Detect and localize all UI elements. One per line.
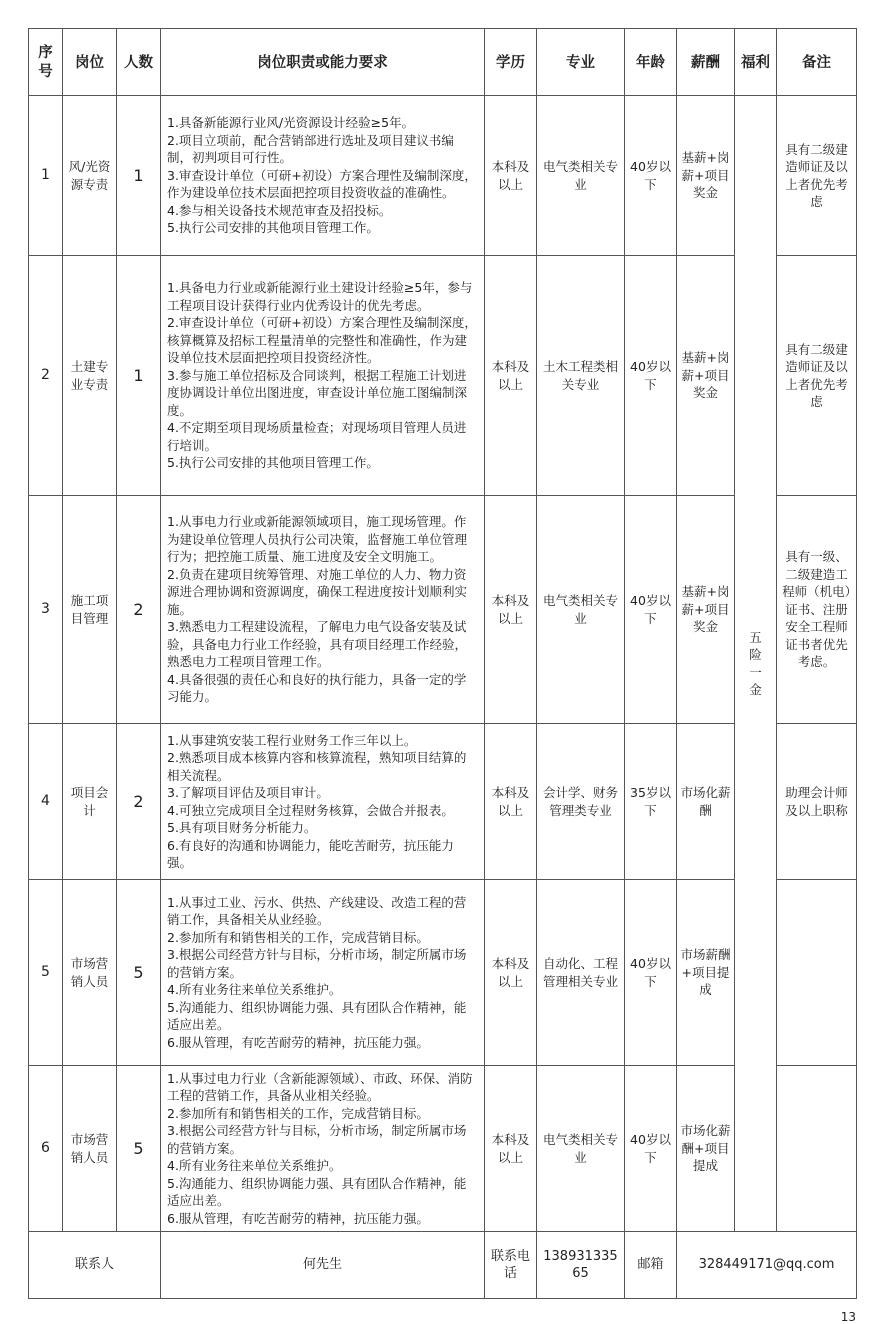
duty-line: 6.服从管理，有吃苦耐劳的精神，抗压能力强。: [167, 1034, 429, 1050]
duty-line: 6.服从管理，有吃苦耐劳的精神，抗压能力强。: [167, 1210, 429, 1226]
row-seq: 5: [29, 880, 63, 1066]
row-duty: [161, 256, 485, 496]
duty-line: 3.审查设计单位（可研+初设）方案合理性及编制深度，作为建设单位技术层面把控项目投资收益的准确性。: [167, 167, 477, 201]
duty-line: 1.具备新能源行业风/光资源设计经验≥5年。: [167, 115, 415, 131]
row-count: 2: [117, 496, 161, 724]
duty-line: 3.根据公司经营方针与目标，分析市场，制定所属市场的营销方案。: [167, 1123, 467, 1156]
duty-line: 5.执行公司安排的其他项目管理工作。: [167, 455, 379, 471]
row-count: 5: [117, 880, 161, 1066]
header-major: 专业: [537, 29, 625, 96]
header-age: 年龄: [625, 29, 677, 96]
row-duty: [161, 496, 485, 724]
table-row: [29, 256, 857, 496]
duty-line: 2.负责在建项目统筹管理、对施工单位的人力、物力资源进合理协调和资源调度，确保工程进度按计划顺利实施。: [167, 566, 468, 617]
duty-line: 2.熟悉项目成本核算内容和核算流程，熟知项目结算的相关流程。: [167, 750, 467, 783]
duty-line: 1.从事过电力行业（含新能源领域）、市政、环保、消防工程的营销工作，具备从业相关经验。: [167, 1070, 473, 1104]
row-seq: 2: [29, 256, 63, 496]
row-seq: 4: [29, 724, 63, 880]
header-seq: 序号: [29, 29, 63, 96]
row-age: 40岁以下: [625, 496, 677, 724]
row-edu: 本科及以上: [485, 496, 537, 724]
row-salary: 市场化薪酬+项目提成: [677, 1066, 735, 1232]
row-post: 施工项目管理: [63, 496, 117, 724]
recruitment-table: [28, 28, 857, 1299]
row-major: 电气类相关专业: [537, 96, 625, 256]
row-edu: 本科及以上: [485, 96, 537, 256]
contact-row: [29, 1232, 857, 1299]
email-value: 328449171@qq.com: [677, 1232, 857, 1299]
phone-value: 13893133565: [537, 1232, 625, 1299]
row-age: 40岁以下: [625, 256, 677, 496]
duty-line: 5.执行公司安排的其他项目管理工作。: [167, 220, 379, 236]
duty-line: 4.所有业务往来单位关系维护。: [167, 1158, 342, 1174]
row-post: 市场营销人员: [63, 1066, 117, 1232]
table-row: [29, 1066, 857, 1232]
duty-line: 4.具备很强的责任心和良好的执行能力，具备一定的学习能力。: [167, 671, 467, 705]
row-major: 会计学、财务管理类专业: [537, 724, 625, 880]
duty-line: 3.熟悉电力工程建设流程，了解电力电气设备安装及试验，具备电力行业工作经验，具有项目经理工作经验，熟悉电力工程项目管理工作。: [167, 619, 468, 670]
row-duty: [161, 724, 485, 880]
header-salary: 薪酬: [677, 29, 735, 96]
duty-line: 4.参与相关设备技术规范审查及招投标。: [167, 202, 392, 218]
row-note: [777, 1066, 857, 1232]
row-count: 5: [117, 1066, 161, 1232]
row-count: 1: [117, 96, 161, 256]
row-major: 电气类相关专业: [537, 1066, 625, 1232]
duty-line: 1.从事建筑安装工程行业财务工作三年以上。: [167, 732, 417, 748]
row-note: 具有二级建造师证及以上者优先考虑: [777, 256, 857, 496]
duty-line: 5.具有项目财务分析能力。: [167, 820, 317, 835]
header-note: 备注: [777, 29, 857, 96]
contact-value: 何先生: [161, 1232, 485, 1299]
duty-line: 4.所有业务往来单位关系维护。: [167, 982, 342, 998]
row-age: 40岁以下: [625, 880, 677, 1066]
row-edu: 本科及以上: [485, 880, 537, 1066]
header-post: 岗位: [63, 29, 117, 96]
header-welfare: 福利: [735, 29, 777, 96]
row-salary: 基薪+岗薪+项目奖金: [677, 256, 735, 496]
table-row: [29, 880, 857, 1066]
row-edu: 本科及以上: [485, 256, 537, 496]
row-count: 2: [117, 724, 161, 880]
row-seq: 3: [29, 496, 63, 724]
duty-line: 2.参加所有和销售相关的工作，完成营销目标。: [167, 1105, 429, 1121]
row-major: 土木工程类相关专业: [537, 256, 625, 496]
duty-line: 3.根据公司经营方针与目标，分析市场，制定所属市场的营销方案。: [167, 947, 467, 980]
row-age: 40岁以下: [625, 1066, 677, 1232]
page-number: 13: [840, 1310, 856, 1324]
row-age: 35岁以下: [625, 724, 677, 880]
row-count: 1: [117, 256, 161, 496]
phone-label: 联系电话: [485, 1232, 537, 1299]
duty-line: 1.具备电力行业或新能源行业土建设计经验≥5年，参与工程项目设计获得行业内优秀设计的优先考虑。: [167, 280, 473, 313]
header-duty: 岗位职责或能力要求: [161, 29, 485, 96]
table-row: [29, 724, 857, 880]
row-duty: [161, 880, 485, 1066]
header-count: 人数: [117, 29, 161, 96]
row-seq: 6: [29, 1066, 63, 1232]
row-duty: [161, 96, 485, 256]
row-edu: 本科及以上: [485, 724, 537, 880]
duty-line: 5.沟通能力、组织协调能力强、具有团队合作精神，能适应出差。: [167, 1175, 467, 1209]
row-note: 具有二级建造师证及以上者优先考虑: [777, 96, 857, 256]
duty-line: 4.可独立完成项目全过程财务核算，会做合并报表。: [167, 802, 454, 818]
row-salary: 基薪+岗薪+项目奖金: [677, 96, 735, 256]
welfare-cell: 五险一金: [735, 96, 777, 1232]
table-body: [29, 96, 857, 1299]
row-post: 项目会计: [63, 724, 117, 880]
row-edu: 本科及以上: [485, 1066, 537, 1232]
row-post: 市场营销人员: [63, 880, 117, 1066]
table-row: [29, 96, 857, 256]
row-note: 助理会计师及以上职称: [777, 724, 857, 880]
header-edu: 学历: [485, 29, 537, 96]
row-note: 具有一级、二级建造工程师（机电）证书、注册安全工程师证书者优先考虑。: [777, 496, 857, 724]
row-note: [777, 880, 857, 1066]
duty-line: 4.不定期至项目现场质量检查；对现场项目管理人员进行培训。: [167, 420, 467, 453]
email-label: 邮箱: [625, 1232, 677, 1299]
row-salary: 市场化薪酬: [677, 724, 735, 880]
row-seq: 1: [29, 96, 63, 256]
row-post: 风/光资源专责: [63, 96, 117, 256]
duty-line: 6.有良好的沟通和协调能力，能吃苦耐劳，抗压能力强。: [167, 837, 454, 870]
row-post: 土建专业专责: [63, 256, 117, 496]
table-row: [29, 496, 857, 724]
duty-line: 2.审查设计单位（可研+初设）方案合理性及编制深度，核算概算及招标工程量清单的完整性和准确性，作为建设单位技术层面把控项目投资经济性。: [167, 315, 477, 366]
row-age: 40岁以下: [625, 96, 677, 256]
duty-line: 3.了解项目评估及项目审计。: [167, 785, 329, 800]
duty-line: 3.参与施工单位招标及合同谈判，根据工程施工计划进度协调设计单位出图进度，审查设计单位施工图编制深度。: [167, 367, 468, 418]
row-salary: 市场薪酬+项目提成: [677, 880, 735, 1066]
duty-line: 1.从事过工业、污水、供热、产线建设、改造工程的营销工作，具备相关从业经验。: [167, 894, 467, 928]
duty-line: 2.参加所有和销售相关的工作，完成营销目标。: [167, 929, 429, 945]
row-duty: [161, 1066, 485, 1232]
row-salary: 基薪+岗薪+项目奖金: [677, 496, 735, 724]
duty-line: 1.从事电力行业或新能源领域项目，施工现场管理。作为建设单位管理人员执行公司决策，监督施工单位管理行为；把控施工质量、施工进度及安全文明施工。: [167, 514, 468, 565]
row-major: 自动化、工程管理相关专业: [537, 880, 625, 1066]
header-row: [29, 29, 857, 96]
duty-line: 5.沟通能力、组织协调能力强、具有团队合作精神，能适应出差。: [167, 999, 467, 1033]
duty-line: 2.项目立项前，配合营销部进行选址及项目建议书编制，初判项目可行性。: [167, 132, 454, 166]
contact-label: 联系人: [29, 1232, 161, 1299]
row-major: 电气类相关专业: [537, 496, 625, 724]
